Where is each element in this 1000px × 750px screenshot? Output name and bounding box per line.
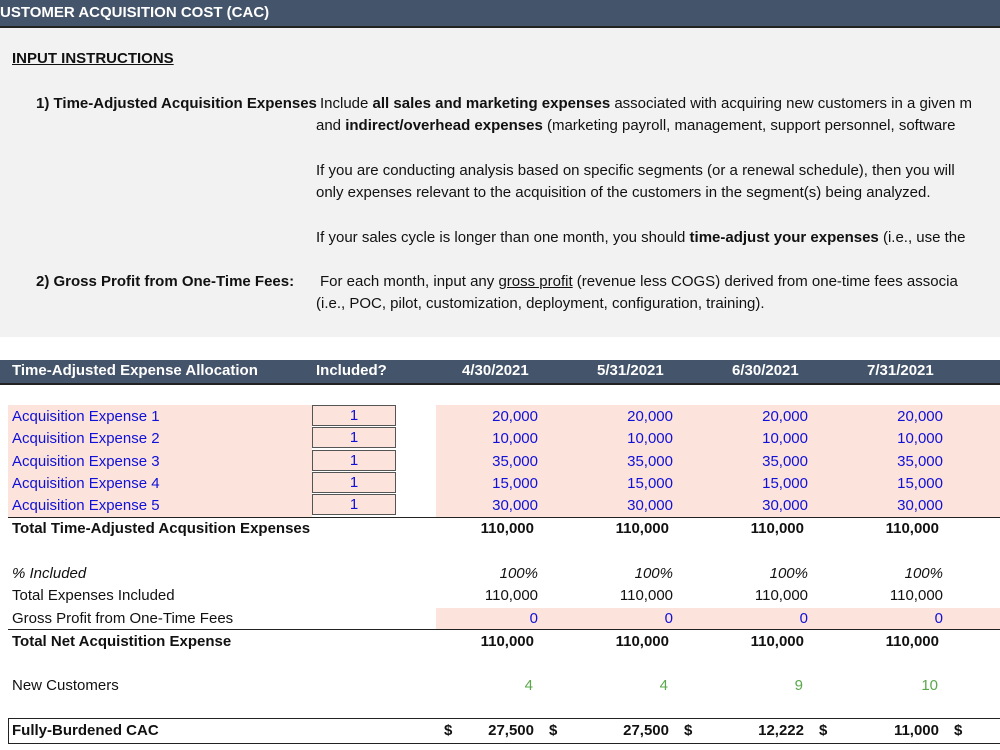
cac-currency-3: $	[684, 722, 693, 739]
net-expense-1: 110,000	[480, 633, 534, 650]
expense-4-val-2[interactable]: 15,000	[627, 475, 673, 492]
total-expenses-label: Total Time-Adjusted Acqusition Expenses	[12, 520, 311, 537]
cac-currency-5: $	[954, 722, 963, 739]
text: For each month, input any	[320, 273, 499, 290]
expense-5-val-3[interactable]: 30,000	[762, 497, 808, 514]
total-included-3: 110,000	[754, 587, 808, 604]
total-expenses-3: 110,000	[750, 520, 804, 537]
gross-profit-4[interactable]: 0	[934, 610, 943, 627]
item1-para3	[316, 229, 966, 246]
expense-1-val-1[interactable]: 20,000	[492, 408, 538, 425]
net-expense-2: 110,000	[615, 633, 669, 650]
total-expenses-1: 110,000	[480, 520, 534, 537]
total-included-4: 110,000	[889, 587, 943, 604]
expense-1-val-4[interactable]: 20,000	[897, 408, 943, 425]
pct-included-2: 100%	[634, 565, 673, 582]
item1-para2-line1: If you are conducting analysis based on specific segments (or a renewal schedule), then you will	[316, 162, 955, 179]
expense-2-val-2[interactable]: 10,000	[627, 430, 673, 447]
total-included-2: 110,000	[619, 587, 673, 604]
gross-profit-label: Gross Profit from One-Time Fees	[12, 610, 234, 627]
expense-4-val-1[interactable]: 15,000	[492, 475, 538, 492]
expense-name-5[interactable]: Acquisition Expense 5	[12, 497, 160, 514]
sheet-title: USTOMER ACQUISITION COST (CAC)	[0, 4, 270, 21]
expense-5-val-2[interactable]: 30,000	[627, 497, 673, 514]
new-customers-4: 10	[921, 677, 938, 694]
header-included: Included?	[316, 362, 387, 379]
item1-line1	[320, 95, 972, 112]
cac-label: Fully-Burdened CAC	[12, 722, 159, 739]
expense-3-val-4[interactable]: 35,000	[897, 453, 943, 470]
pct-included-3: 100%	[769, 565, 808, 582]
instructions-heading: INPUT INSTRUCTIONS	[12, 50, 174, 67]
included-cell-2[interactable]: 1	[312, 427, 396, 448]
pct-included-1: 100%	[499, 565, 538, 582]
text: and	[316, 117, 346, 134]
instructions-panel	[0, 28, 1000, 337]
expense-4-val-4[interactable]: 15,000	[897, 475, 943, 492]
expense-2-val-3[interactable]: 10,000	[762, 430, 808, 447]
new-customers-3: 9	[794, 677, 803, 694]
cac-currency-1: $	[444, 722, 453, 739]
new-customers-2: 4	[659, 677, 668, 694]
text-bold: time-adjust your expenses	[689, 229, 879, 246]
net-expense-4: 110,000	[885, 633, 939, 650]
new-customers-1: 4	[524, 677, 533, 694]
pct-included-label: % Included	[12, 565, 87, 582]
expense-1-val-2[interactable]: 20,000	[627, 408, 673, 425]
cac-value-3: 12,222	[758, 722, 804, 739]
sheet-title-bar	[0, 0, 1000, 28]
pct-included-4: 100%	[904, 565, 943, 582]
net-expense-3: 110,000	[750, 633, 804, 650]
text-bold: all sales and marketing expenses	[372, 95, 611, 112]
expense-name-1[interactable]: Acquisition Expense 1	[12, 408, 160, 425]
expense-1-val-3[interactable]: 20,000	[762, 408, 808, 425]
header-date-2: 5/31/2021	[597, 362, 664, 379]
cac-value-1: 27,500	[488, 722, 534, 739]
expense-name-3[interactable]: Acquisition Expense 3	[12, 453, 160, 470]
header-label: Time-Adjusted Expense Allocation	[12, 362, 258, 379]
item1-para2-line2: only expenses relevant to the acquisition of the customers in the segment(s) being analyzed.	[316, 184, 931, 201]
item1-label: 1) Time-Adjusted Acquisition Expenses	[36, 95, 317, 112]
text: If your sales cycle is longer than one month, you should	[316, 229, 690, 246]
text: (marketing payroll, management, support personnel, software	[542, 117, 956, 134]
cac-currency-2: $	[549, 722, 558, 739]
text: (i.e., use the	[878, 229, 966, 246]
item1-line2	[316, 117, 956, 134]
expense-2-val-1[interactable]: 10,000	[492, 430, 538, 447]
expense-5-val-4[interactable]: 30,000	[897, 497, 943, 514]
cac-value-2: 27,500	[623, 722, 669, 739]
total-expenses-4: 110,000	[885, 520, 939, 537]
gross-profit-1[interactable]: 0	[529, 610, 538, 627]
net-divider	[8, 629, 1000, 630]
text: Include	[320, 95, 373, 112]
text: (revenue less COGS) derived from one-time fees associa	[572, 273, 958, 290]
text: associated with acquiring new customers in a given m	[610, 95, 973, 112]
expense-2-val-4[interactable]: 10,000	[897, 430, 943, 447]
header-date-1: 4/30/2021	[462, 362, 529, 379]
new-customers-label: New Customers	[12, 677, 119, 694]
total-divider	[8, 517, 1000, 518]
total-included-label: Total Expenses Included	[12, 587, 175, 604]
total-included-1: 110,000	[484, 587, 538, 604]
net-expense-label: Total Net Acquistition Expense	[12, 633, 232, 650]
included-cell-5[interactable]: 1	[312, 494, 396, 515]
expense-3-val-3[interactable]: 35,000	[762, 453, 808, 470]
cac-value-4: 11,000	[893, 722, 939, 739]
expense-5-val-1[interactable]: 30,000	[492, 497, 538, 514]
text-bold: indirect/overhead expenses	[345, 117, 543, 134]
included-cell-4[interactable]: 1	[312, 472, 396, 493]
included-cell-1[interactable]: 1	[312, 405, 396, 426]
item2-line2: (i.e., POC, pilot, customization, deployment, configuration, training).	[316, 295, 765, 312]
item2-label: 2) Gross Profit from One-Time Fees:	[36, 273, 295, 290]
text-underlined: gross profit	[498, 273, 573, 290]
expense-4-val-3[interactable]: 15,000	[762, 475, 808, 492]
cac-currency-4: $	[819, 722, 828, 739]
gross-profit-2[interactable]: 0	[664, 610, 673, 627]
expense-name-4[interactable]: Acquisition Expense 4	[12, 475, 160, 492]
expense-name-2[interactable]: Acquisition Expense 2	[12, 430, 160, 447]
included-cell-3[interactable]: 1	[312, 450, 396, 471]
item2-line1	[320, 273, 958, 290]
total-expenses-2: 110,000	[615, 520, 669, 537]
header-date-3: 6/30/2021	[732, 362, 799, 379]
expense-3-val-1[interactable]: 35,000	[492, 453, 538, 470]
table-header	[0, 360, 1000, 385]
header-date-4: 7/31/2021	[867, 362, 934, 379]
expense-3-val-2[interactable]: 35,000	[627, 453, 673, 470]
gross-profit-3[interactable]: 0	[799, 610, 808, 627]
